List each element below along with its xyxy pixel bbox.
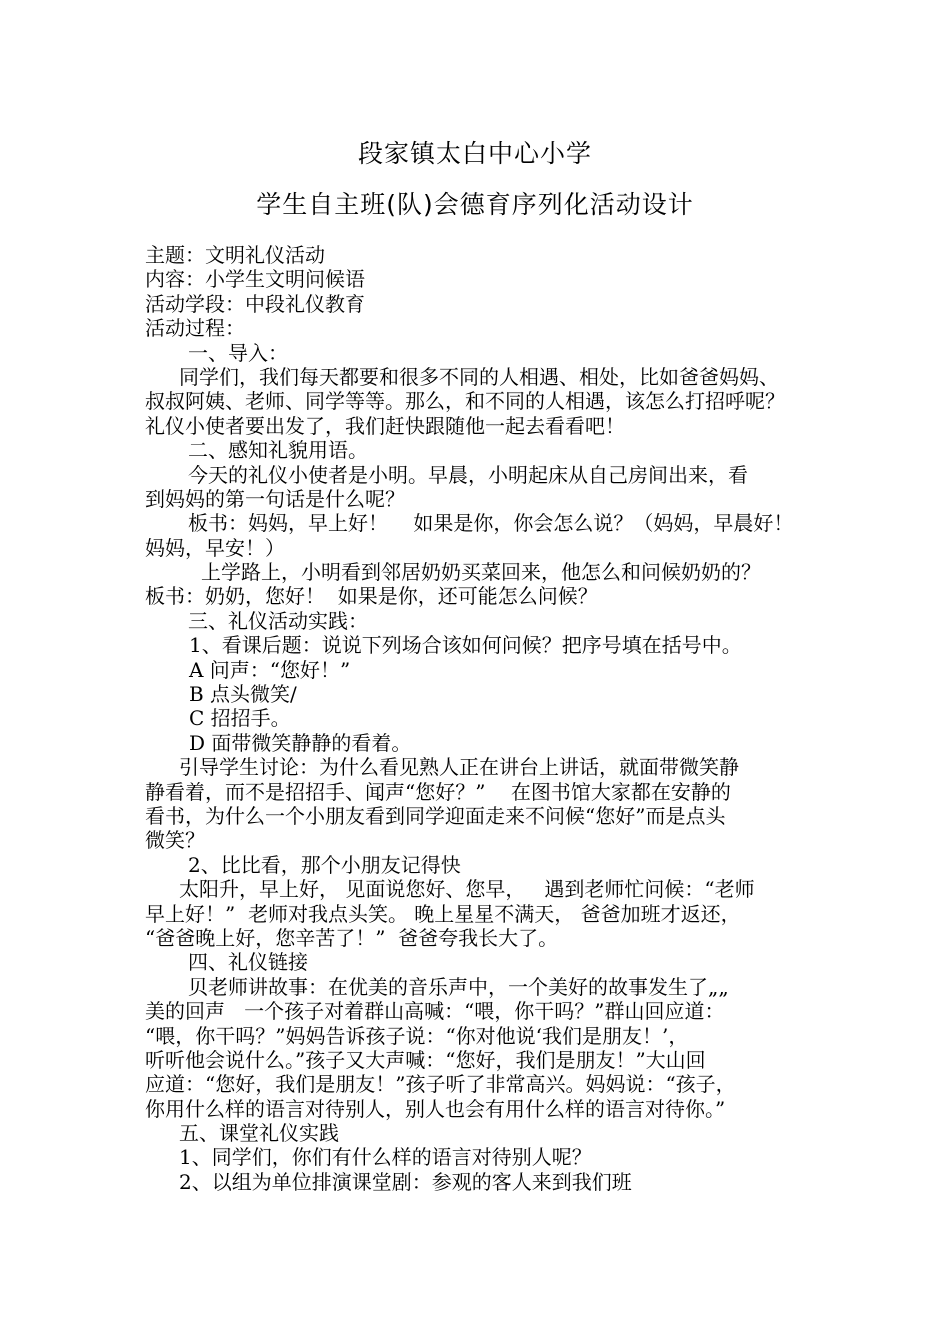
option-line: B 点头微笑/ bbox=[189, 682, 297, 707]
content-line: 内容：小学生文明问候语 bbox=[145, 267, 365, 292]
section-heading-5: 五、课堂礼仪实践 bbox=[179, 1121, 339, 1146]
paragraph-line: 听听他会说什么。”孩子又大声喊：“您好，我们是朋友！”大山回 bbox=[145, 1047, 706, 1072]
option-line: C 招招手。 bbox=[189, 706, 291, 731]
paragraph-line: 太阳升，早上好， 见面说您好、您早， 遇到老师忙问候：“老师 bbox=[179, 877, 755, 902]
section-heading-3: 三、礼仪活动实践： bbox=[188, 608, 368, 633]
paragraph-line: 贝老师讲故事：在优美的音乐声中，一个美好的故事发生了„„ bbox=[188, 974, 729, 999]
paragraph-line: 叔叔阿姨、老师、同学等等。那么，和不同的人相遇，该怎么打招呼呢？ bbox=[145, 389, 785, 414]
paragraph-line: “喂，你干吗？”妈妈告诉孩子说：“你对他说‘我们是朋友！’， bbox=[145, 1023, 689, 1048]
list-item: 2、以组为单位排演课堂剧：参观的客人来到我们班 bbox=[179, 1169, 632, 1194]
paragraph-line: 应道：“您好，我们是朋友！”孩子听了非常高兴。妈妈说：“孩子， bbox=[145, 1072, 736, 1097]
paragraph-line: 静看着，而不是招招手、闻声“您好？” 在图书馆大家都在安静的 bbox=[145, 779, 731, 804]
paragraph-line: 到妈妈的第一句话是什么呢？ bbox=[145, 486, 405, 511]
paragraph-line: 看书，为什么一个小朋友看到同学迎面走来不问候“您好”而是点头 bbox=[145, 803, 726, 828]
paragraph-line: 美的回声 一个孩子对着群山高喊：“喂，你干吗？”群山回应道： bbox=[145, 999, 725, 1024]
list-item: 2、比比看，那个小朋友记得快 bbox=[188, 852, 461, 877]
paragraph-line: 上学路上，小明看到邻居奶奶买菜回来，他怎么和问候奶奶的？ bbox=[201, 560, 761, 585]
paragraph-line: “爸爸晚上好，您辛苦了！” 爸爸夸我长大了。 bbox=[145, 925, 559, 950]
paragraph-line: 同学们，我们每天都要和很多不同的人相遇、相处，比如爸爸妈妈、 bbox=[179, 364, 779, 389]
paragraph-line: 引导学生讨论：为什么看见熟人正在讲台上讲话，就面带微笑静 bbox=[179, 755, 739, 780]
section-heading-2: 二、感知礼貌用语。 bbox=[188, 438, 368, 463]
grade-line: 活动学段：中段礼仪教育 bbox=[145, 291, 365, 316]
document-body bbox=[145, 243, 835, 1194]
paragraph-line: 早上好！” 老师对我点头笑。 晚上星星不满天， 爸爸加班才返还， bbox=[145, 901, 741, 926]
paragraph-line: 微笑？ bbox=[145, 828, 205, 853]
option-line: D 面带微笑静静的看着。 bbox=[189, 730, 412, 755]
list-item: 1、看课后题：说说下列场合该如何问候？把序号填在括号中。 bbox=[189, 633, 742, 658]
paragraph-line: 妈妈，早安！） bbox=[145, 535, 285, 560]
section-heading-4: 四、礼仪链接 bbox=[188, 950, 308, 975]
section-heading-1: 一、导入： bbox=[188, 340, 288, 365]
school-name: 段家镇太白中心小学 bbox=[357, 139, 592, 168]
document-title: 学生自主班(队)会德育序列化活动设计 bbox=[256, 190, 694, 219]
blackboard-line: 板书：奶奶，您好！ 如果是你，还可能怎么问候？ bbox=[145, 584, 598, 609]
paragraph-line: 你用什么样的语言对待别人，别人也会有用什么样的语言对待你。” bbox=[145, 1096, 726, 1121]
blackboard-line: 板书：妈妈，早上好！ 如果是你，你会怎么说？（妈妈，早晨好！ bbox=[188, 511, 794, 536]
list-item: 1、同学们，你们有什么样的语言对待别人呢？ bbox=[179, 1145, 592, 1170]
theme-line: 主题：文明礼仪活动 bbox=[145, 243, 325, 267]
option-line: A 问声：“您好！” bbox=[189, 657, 351, 682]
paragraph-line: 今天的礼仪小使者是小明。早晨，小明起床从自己房间出来，看 bbox=[188, 462, 748, 487]
process-label: 活动过程： bbox=[145, 316, 245, 341]
paragraph-line: 礼仪小使者要出发了，我们赶快跟随他一起去看看吧！ bbox=[145, 413, 625, 438]
